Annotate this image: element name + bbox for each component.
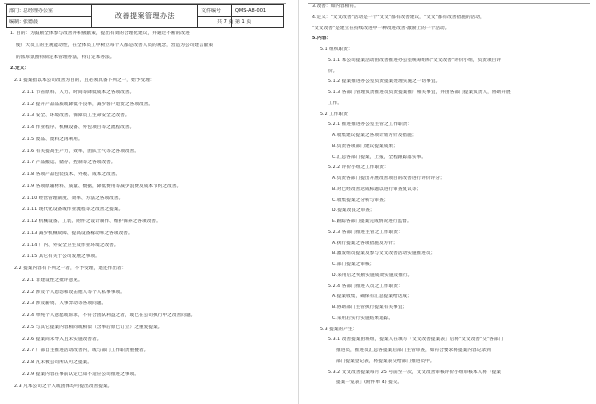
text-line: 5.3 提案的产生： bbox=[320, 326, 358, 332]
text-line: 5.1 组织职责： bbox=[320, 47, 353, 52]
text-line: 5.3.1 改善提案由班组，提案人在填写「文文改善提案表」后将"文文改善"交"各部门 bbox=[328, 337, 504, 343]
text-line: 2.1.15 其它有关于公司发展之事项。 bbox=[22, 254, 100, 260]
text-line: 2.1.11 现代化设备或作业流程等之改善之提案。 bbox=[22, 207, 124, 213]
text-line: 工作。 bbox=[328, 100, 343, 106]
text-line: 5.2.1 推进推进办公室主管之工作职责： bbox=[328, 122, 413, 128]
text-line: 1. 目的：为鼓励全体参与改善并积极献策，提出有效的合理化建议，并通过不断的改进 bbox=[10, 31, 190, 36]
text-line: 2.2.6 提案尚未导入且未实施改善者。 bbox=[22, 336, 102, 342]
doc-number-value: QMS-A8-001 bbox=[235, 8, 267, 14]
text-line: 的浓厚氛围特制定本管理办法，特订定本办法。 bbox=[16, 54, 115, 60]
text-line: 2.2.3 涉及薪资、人事异动等各项问题。 bbox=[22, 301, 107, 307]
text-line: 2.1.1 节省原料、人力、时间等降低成本之各项改善。 bbox=[22, 89, 135, 95]
text-line: 2.2.4 单纯个人意愿或诉求，不符合团队利益之者，或已在公司执行中之改善问题。 bbox=[22, 313, 196, 318]
text-line: 推进员，推进员汇总各提案后部门主管审查，如符合要求将提案内容记录到 bbox=[336, 348, 491, 353]
text-line: C.汇总各部门提案，上报，全程跟踪落实事。 bbox=[332, 154, 427, 160]
text-line: B.协助部门主管执行提案有关事宜； bbox=[332, 305, 408, 310]
issuer-value: 张德晨 bbox=[23, 19, 39, 25]
text-line: 2.1.6 有关提高生产力，效率，团队士气等之各项改善。 bbox=[22, 148, 140, 154]
department-value: 总经理办公室 bbox=[23, 8, 54, 14]
text-line: D.提案改良之审查； bbox=[332, 208, 375, 214]
text-line: 2.2.5 与其它提案内容相同或相似（含事后原已订立）之重复提案。 bbox=[22, 324, 163, 330]
text-line: C.部门提案之审核； bbox=[332, 262, 375, 267]
text-line: 提案一览表」(附件单 4) 提交。 bbox=[336, 380, 403, 386]
text-line: 5.1.1 本公司提案活动由改善推进办公室统筹组织"文文改善"评价小组，负责项目评 bbox=[328, 57, 502, 63]
text-line: 使广大员工的主观能动性，在全体员工中树立每个人都是改善人员的观念，营造为公司建言献策 bbox=[16, 42, 214, 48]
text-line: 2.1.14 厂内、外安全卫生及作业环境之改善。 bbox=[22, 242, 119, 248]
page-info: 共 7 页 第 1 页 bbox=[217, 19, 252, 25]
text-line: 部门提案登记表，将提案表交给部门推进员中。 bbox=[336, 358, 435, 364]
text-line: E.跟踪各部门提案完成情况进行监督。 bbox=[332, 219, 412, 224]
text-line: C.采用后实行实施结果追踪。 bbox=[332, 315, 394, 321]
text-line: 2.1 提案指以本公司改善为目的，且必须具备下列之一，始予受理： bbox=[14, 78, 155, 83]
text-line: 价。 bbox=[328, 68, 338, 74]
text-line: 2.1.10 经营管理制度、效率、方法之各项改善。 bbox=[22, 195, 124, 201]
text-line: 2.2.7 厂部自主推进活动改善内，或与部门工作职责重叠者。 bbox=[22, 348, 149, 354]
text-line: 2.2.8 凡未被公司所认可之提案。 bbox=[22, 360, 93, 365]
left-document-page bbox=[4, 0, 286, 404]
issuer-label: 编制： bbox=[9, 19, 25, 25]
text-line: A.提案收集，确保有汇总提案给达成； bbox=[332, 294, 412, 300]
document-header-table bbox=[6, 4, 284, 28]
text-line: 2.3 凡本公司之个人或团体均可提出改善提案。 bbox=[14, 383, 113, 389]
text-line: 2.2.1 非建设性之批评意见。 bbox=[22, 277, 83, 283]
text-line: 2.1.4 作业程序、机械设备、外包项目等之流程改善。 bbox=[22, 125, 135, 130]
text-line: 2.1.2 提升产品品质或降低不良率，减少客户退货之各项改善。 bbox=[22, 101, 154, 107]
text-line: 2.1.8 各项产品包装技术、外观、成本之改善。 bbox=[22, 172, 121, 177]
text-line: 2.1.9 各项原辅材料、质量、数据，降低费用等减少浪费及成本节约之改善。 bbox=[22, 183, 182, 189]
text-line: C.收集提案之分析与审查； bbox=[332, 197, 389, 203]
doc-number-label: 文件编号 bbox=[201, 8, 222, 14]
text-line: 5.2.2 评价小组之工作职责： bbox=[328, 165, 389, 171]
text-line: 5.2 工作职责 bbox=[320, 111, 348, 117]
text-line: 2.2.9 提案内容在事前认定已知不适应公司推进之事项。 bbox=[22, 371, 140, 377]
text-line: D.采用后之奖励实施成效实施及推行。 bbox=[332, 272, 413, 278]
text-line: B.对已经改善达成标题以进行审查复议等； bbox=[332, 186, 422, 192]
text-line: 5.3.2 文文改善提案每月 25 号前至一次，文文改善审核评价小组审核本人将「提案 bbox=[328, 369, 502, 375]
text-line: A.负责各部门提出开展改善项目的改善进行评价评分； bbox=[332, 176, 445, 181]
text-line: 2.定义： bbox=[10, 66, 30, 72]
text-line: 5.内容： bbox=[312, 36, 332, 42]
text-line: 5.2.4 各部门推进人员之工作职责： bbox=[328, 283, 403, 289]
page-gap-divider bbox=[298, 0, 299, 404]
text-line: B.负责各项部门建议提案成果； bbox=[332, 143, 398, 149]
text-line: 3.改善：如内容相符。 bbox=[312, 4, 359, 9]
text-line: B.激发组员提案及参与文文改善活动实施推进员； bbox=[332, 251, 436, 257]
text-line: 2.1.5 废品、废料之再利用。 bbox=[22, 136, 83, 142]
text-line: 5.2.3 各部门推进主管之工作职责： bbox=[328, 229, 403, 235]
text-line: 2.1.12 机械设备、工装、附件之设计制作、维护保养之各项改善。 bbox=[22, 219, 161, 224]
text-line: 5.1.2 提案推进办公室负责提案处理实施之一切事宜。 bbox=[328, 79, 441, 85]
department-label: 部门： bbox=[9, 8, 25, 14]
text-line: 2.1.3 安全、环境改善、保障员工生命安全之改善。 bbox=[22, 113, 130, 119]
text-line: 4.定义："文文改善"活动是一个"文文"都有改善建议，"文文"都有改善措施的活动， bbox=[312, 14, 485, 20]
document-title: 改善提案管理办法 bbox=[115, 12, 175, 20]
text-line: 2.1.7 产品搬运、储存、控制等之各项改善。 bbox=[22, 160, 116, 166]
text-line: A.执行提案之各项措施及方针； bbox=[332, 240, 398, 246]
text-line: 2.1.13 减少机械故障、提高设备稼动率之各项改善。 bbox=[22, 230, 133, 236]
text-line: "文文改善"是建立在持续改进中一种改进改善·激励上的一个活动。 bbox=[312, 25, 450, 31]
text-line: 2.2 提案内容有下列之一者，不予受理，退还作出者： bbox=[14, 266, 127, 271]
right-document-page bbox=[308, 0, 590, 404]
text-line: A.收集建议提案之各项计划方针及措施； bbox=[332, 133, 417, 138]
text-line: 2.2.2 涉及个人恩怨和攻击他人等个人私事事项。 bbox=[22, 289, 125, 295]
text-line: 5.1.3 各部门管理负责推进员负责提案推广相关事宜，并由各部门提案负责人，协助开展 bbox=[328, 90, 511, 95]
